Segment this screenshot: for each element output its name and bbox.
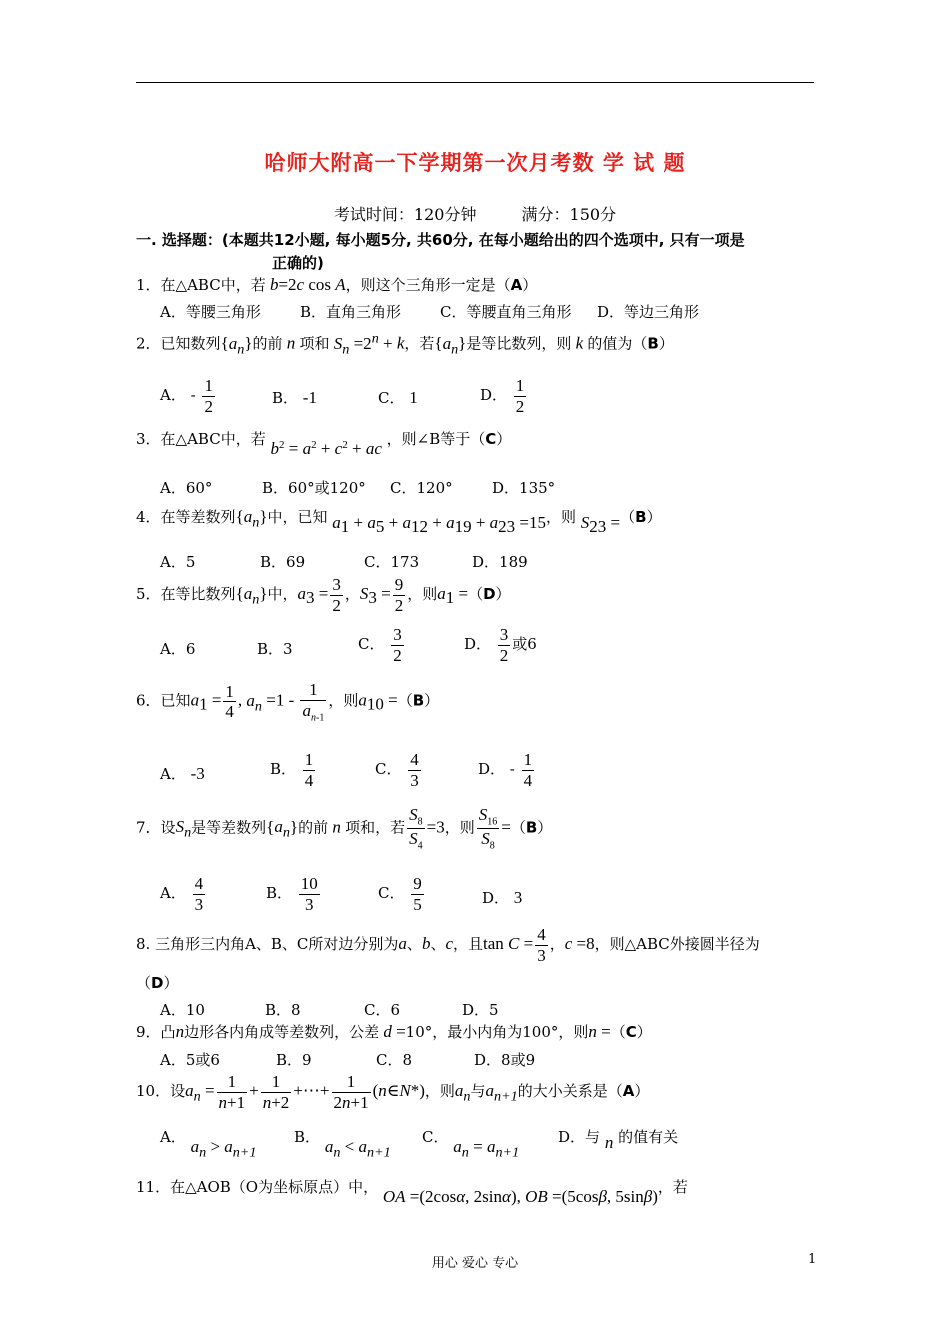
question-9: 9．凸n边形各内角成等差数列，公差 d =10°，最小内角为100°，则n =（C）	[136, 1022, 652, 1041]
page-footer: 用心 爱心 专心	[431, 1256, 519, 1271]
q9-option-d: D．8或9	[474, 1051, 536, 1069]
answer-8: D	[151, 974, 164, 992]
page-number: 1	[808, 1252, 817, 1267]
answer-1: A	[510, 276, 523, 294]
q1-option-b: B．直角三角形	[300, 303, 402, 321]
question-2: 2．已知数列$\{a_n\}$的前 n 项和 $S_n =2^n + k$，若$\{a_n\}$是等比数列，则 k 的值为（B）	[136, 330, 674, 358]
q7-option-d: D． 3	[482, 888, 523, 907]
answer-3: C	[485, 430, 497, 448]
q5-option-a: A．6	[160, 640, 196, 658]
q2-option-c: C． 1	[378, 388, 418, 407]
answer-2: B	[647, 334, 659, 353]
question-10: 10．设$a_n$ = $\frac{1}{n+1}$ + $\frac{1}{n+2}$ +⋯+ $\frac{1}{2n+1}$ (n∈N*)，则$a_n$与$a_{n+1}$的大小关系是（A）	[136, 1072, 650, 1112]
answer-7: B	[525, 818, 538, 837]
q3-option-b: B．60°或120°	[262, 479, 366, 497]
q6-option-a: A． -3	[160, 764, 205, 783]
answer-5: D	[483, 585, 496, 604]
question-8-answer: （D）	[136, 974, 179, 992]
q10-option-c: C． $a_n = a_{n+1}$	[422, 1128, 520, 1161]
question-3: 3．在△ABC中，若 $b^2 = a^2 + c^2$ + ac ，则∠B等于（C）	[136, 430, 512, 458]
q9-option-c: C．8	[376, 1051, 413, 1069]
q10-option-d: D．与 n 的值有关	[558, 1128, 679, 1152]
q9-option-b: B．9	[276, 1051, 312, 1069]
q5-option-d: D． $\frac{3}{2}$ 或6	[464, 625, 537, 665]
page-title: 哈师大附高一下学期第一次月考数 学 试 题	[264, 151, 686, 175]
q7-option-a: A． $\frac{4}{3}$	[160, 874, 204, 914]
q7-option-b: B． $\frac{10}{3}$	[266, 874, 318, 914]
q1-option-d: D．等边三角形	[597, 303, 700, 321]
full-score: 满分：150分	[521, 205, 617, 224]
q3-option-c: C．120°	[390, 479, 453, 497]
q3-option-a: A．60°	[160, 479, 213, 497]
exam-meta	[0, 202, 950, 225]
question-6: 6．已知$a_1$ = $\frac{1}{4}$ , $a_n =1$ - $\frac{1}{a_{n-1}}$ ，则$a_{10} =(B)$	[136, 680, 440, 723]
q9-option-a: A．5或6	[160, 1051, 220, 1069]
q8-option-a: A．10	[160, 1001, 205, 1019]
q6-option-c: C． $\frac{4}{3}$	[375, 750, 419, 790]
answer-4: B	[635, 508, 647, 526]
section-heading: 一. 选择题：(本题共12小题, 每小题5分, 共60分, 在每小题给出的四个选项中, 只有一项是	[136, 231, 745, 249]
q5-option-c: C． $\frac{3}{2}$	[358, 625, 402, 665]
q4-option-a: A．5	[160, 553, 196, 571]
q8-option-c: C．6	[364, 1001, 401, 1019]
question-1: 1．在△ABC中，若 b=2c cos A，则这个三角形一定是（A）	[136, 275, 538, 294]
exam-time: 考试时间：120分钟	[333, 205, 477, 224]
header-rule	[136, 82, 814, 83]
q2-option-a: A． - $\frac{1}{2}$	[160, 376, 213, 416]
q6-option-b: B． $\frac{1}{4}$	[270, 750, 314, 790]
answer-9: C	[625, 1023, 637, 1041]
question-8: 8. 三角形三内角A、B、C所对边分别为a、b、c，且tan C = $\frac{4}{3}$ ，c =8，则△ABC外接圆半径为	[136, 925, 760, 965]
q4-option-b: B．69	[260, 553, 306, 571]
q7-option-c: C． $\frac{9}{5}$	[378, 874, 422, 914]
question-7: 7．设$S_n$是等差数列$\{a_n\}$的前 n 项和，若 $\frac{S_8}{S_4}$ =3，则 $\frac{S_{16}}{S_8}$ =（B）	[136, 805, 553, 852]
q2-option-d: D． $\frac{1}{2}$	[480, 376, 525, 416]
q6-option-d: D． - $\frac{1}{4}$	[478, 750, 533, 790]
q1-option-a: A．等腰三角形	[160, 303, 261, 321]
q10-option-b: B． $a_n < a_{n+1}$	[294, 1128, 391, 1161]
q4-option-c: C．173	[364, 553, 420, 571]
section-heading-cont: 正确的)	[272, 254, 324, 272]
q10-option-a: A． $a_n > a_{n+1}$	[160, 1128, 257, 1161]
question-5: 5．在等比数列$\{a_n\}$中，$a_3$ = $\frac{3}{2}$ ，$S_3$ = $\frac{9}{2}$ ，则$a_1 =(D)$	[136, 575, 511, 615]
q5-option-b: B．3	[257, 640, 293, 658]
question-4: 4．在等差数列$\{a_n\}$中，已知 $a_1 + a_5 + a_{12} + a_{19} + a_{23} =15$，则 $S_{23} =(B)$	[136, 507, 662, 536]
q2-option-b: B． -1	[272, 388, 317, 407]
q1-option-c: C．等腰直角三角形	[440, 303, 572, 321]
answer-10: A	[622, 1082, 635, 1101]
answer-6: B	[412, 691, 425, 710]
question-11: 11．在△AOB（O为坐标原点）中， OA =(2cosα, 2sinα), OB =(5cosβ, 5sinβ)，若	[136, 1178, 688, 1206]
q8-option-b: B．8	[265, 1001, 301, 1019]
q3-option-d: D．135°	[492, 479, 556, 497]
q8-option-d: D．5	[462, 1001, 499, 1019]
q4-option-d: D．189	[472, 553, 528, 571]
